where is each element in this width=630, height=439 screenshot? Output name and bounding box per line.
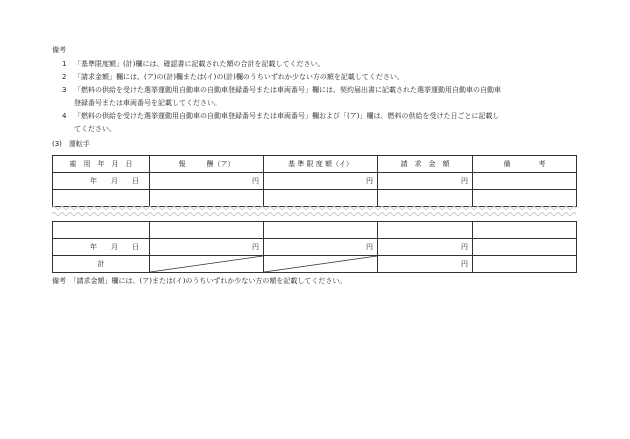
- note-text-continued: てください。: [74, 125, 116, 133]
- table-row: [53, 239, 577, 256]
- cell-claim: 円: [378, 173, 473, 190]
- cell-limit: 円: [264, 173, 378, 190]
- note-text-continued: 登録番号または車両番号を記載してください。: [74, 99, 221, 107]
- cell-total-limit-void: [264, 256, 378, 273]
- note-text: 「請求金額」欄には、(ア)の(計)欄または(イ)の(計)欄のうちいずれか少ない方の額を記載してください。: [74, 73, 404, 81]
- cell-remarks: [473, 222, 577, 239]
- cell-compensation: 円: [150, 173, 264, 190]
- cell-date: [53, 222, 150, 239]
- cell-compensation: [150, 222, 264, 239]
- cell-claim: 円: [378, 239, 473, 256]
- diagonal-void-line: [264, 256, 377, 272]
- cell-total-claim: 円: [378, 256, 473, 273]
- table-row: [53, 222, 577, 239]
- diagonal-void-line: [150, 256, 263, 272]
- cell-limit: 円: [264, 239, 378, 256]
- note-number: 1: [62, 60, 67, 68]
- table-total-row: [53, 256, 577, 273]
- cell-remarks: [473, 239, 577, 256]
- footer-note: 備考 「請求金額」欄には、(ア)または(イ)のうちいずれか少ない方の額を記載してください。: [52, 277, 347, 285]
- note-number: 2: [62, 73, 67, 81]
- driver-table-top: [52, 155, 577, 207]
- header-claim-amount: 請 求 金 額: [378, 156, 473, 173]
- cell-compensation: 円: [150, 239, 264, 256]
- section-label: (3) 運転手: [52, 140, 90, 148]
- cell-total-compensation-void: [150, 256, 264, 273]
- notes-title: 備考: [52, 46, 66, 54]
- cell-limit: [264, 222, 378, 239]
- note-text: 「基準限度額」(計)欄には、確認書に記載された額の合計を記載してください。: [74, 60, 325, 68]
- cell-date: 年 月 日: [53, 239, 150, 256]
- table-row: [53, 173, 577, 190]
- header-remarks: 備 考: [473, 156, 577, 173]
- cell-date: 年 月 日: [53, 173, 150, 190]
- header-limit-amount: 基 準 限 度 額（イ）: [264, 156, 378, 173]
- cell-claim: [378, 222, 473, 239]
- header-compensation: 報 酬（ア）: [150, 156, 264, 173]
- cell-remarks: [473, 173, 577, 190]
- table-header-row: [53, 156, 577, 173]
- cell-total-remarks: [473, 256, 577, 273]
- header-employment-date: 雇 用 年 月 日: [53, 156, 150, 173]
- note-number: 3: [62, 86, 67, 94]
- cell-total-label: 計: [53, 256, 150, 273]
- note-number: 4: [62, 112, 67, 120]
- note-text: 「燃料の供給を受けた選挙運動用自動車の自動車登録番号または車両番号」欄には、契約届出書に記載された選挙運動用自動車の自動車: [74, 86, 501, 94]
- omission-tear-mark: [52, 204, 576, 218]
- driver-table-bottom: [52, 221, 577, 273]
- note-text: 「燃料の供給を受けた選挙運動用自動車の自動車登録番号または車両番号」欄および「(ア)」欄は、燃料の供給を受けた日ごとに記載し: [74, 112, 500, 120]
